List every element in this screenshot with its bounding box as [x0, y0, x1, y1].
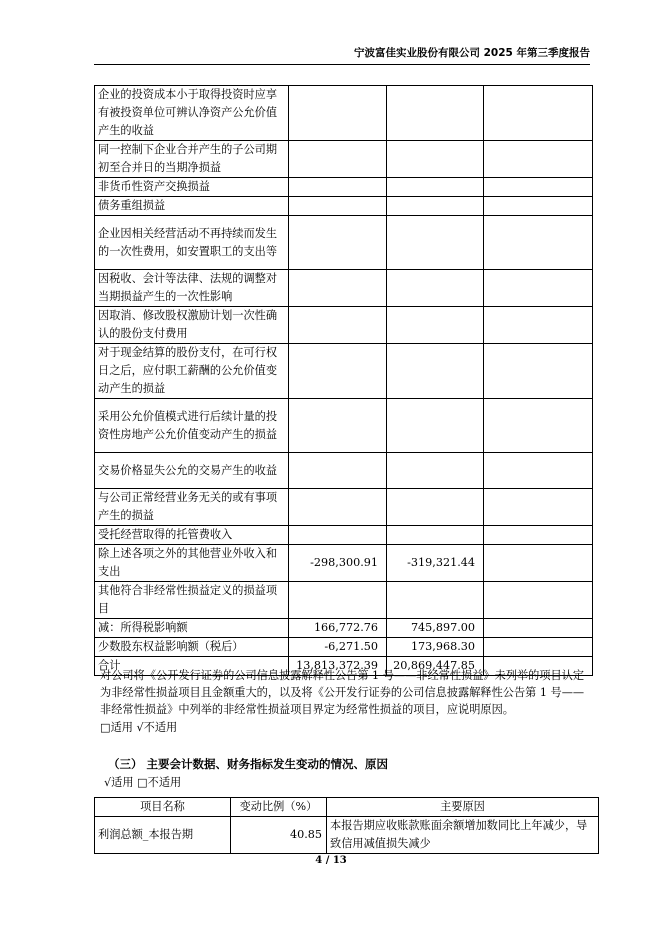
ytd-amount-cell — [387, 489, 484, 526]
current-period-amount-cell — [289, 582, 387, 619]
remark-cell — [484, 545, 593, 582]
current-period-amount-cell — [289, 216, 387, 270]
item-label-cell: 企业因相关经营活动不再持续而发生的一次性费用，如安置职工的支出等 — [95, 216, 289, 270]
header-change-ratio: 变动比例（%） — [231, 798, 327, 817]
table-row — [95, 545, 593, 582]
item-label-cell: 除上述各项之外的其他营业外收入和支出 — [95, 545, 289, 582]
table-row — [95, 453, 593, 489]
current-period-amount-cell — [289, 526, 387, 545]
item-label-cell: 少数股东权益影响额（税后） — [95, 638, 289, 657]
indicator-change-table — [94, 797, 599, 854]
table-row — [95, 619, 593, 638]
current-period-amount-cell — [289, 178, 387, 197]
remark-cell — [484, 270, 593, 307]
current-period-amount-cell: -298,300.91 — [289, 545, 387, 582]
table-row — [95, 141, 593, 178]
table-row — [95, 582, 593, 619]
remark-cell — [484, 399, 593, 453]
current-period-amount-cell: -6,271.50 — [289, 638, 387, 657]
item-label-cell: 非货币性资产交换损益 — [95, 178, 289, 197]
ytd-amount-cell: 20,869,447.85 — [387, 657, 484, 676]
ytd-amount-cell — [387, 344, 484, 399]
current-period-amount-cell: 166,772.76 — [289, 619, 387, 638]
current-period-amount-cell — [289, 399, 387, 453]
current-period-amount-cell — [289, 489, 387, 526]
remark-cell — [484, 344, 593, 399]
non-recurring-gains-table — [94, 85, 593, 676]
ytd-amount-cell — [387, 178, 484, 197]
table-row — [95, 399, 593, 453]
remark-cell — [484, 582, 593, 619]
page-header: 宁波富佳实业股份有限公司 2025 年第三季度报告 — [94, 45, 590, 65]
remark-cell — [484, 307, 593, 344]
remark-cell — [484, 141, 593, 178]
item-label-cell: 合计 — [95, 657, 289, 676]
item-label-cell: 受托经营取得的托管费收入 — [95, 526, 289, 545]
ytd-amount-cell — [387, 582, 484, 619]
table-header-row — [95, 798, 599, 817]
item-label-cell: 与公司正常经营业务无关的或有事项产生的损益 — [95, 489, 289, 526]
remark-cell — [484, 216, 593, 270]
remark-cell — [484, 619, 593, 638]
ytd-amount-cell: 745,897.00 — [387, 619, 484, 638]
current-period-amount-cell — [289, 344, 387, 399]
table-row — [95, 216, 593, 270]
header-item-name: 项目名称 — [95, 798, 231, 817]
remark-cell — [484, 489, 593, 526]
header-main-reason: 主要原因 — [327, 798, 599, 817]
current-period-amount-cell — [289, 270, 387, 307]
current-period-amount-cell — [289, 197, 387, 216]
remark-cell — [484, 86, 593, 141]
current-period-amount-cell — [289, 86, 387, 141]
table-row — [95, 307, 593, 344]
item-label-cell: 因税收、会计等法律、法规的调整对当期损益产生的一次性影响 — [95, 270, 289, 307]
table-row — [95, 638, 593, 657]
section-title: （三） 主要会计数据、财务指标发生变动的情况、原因 — [108, 757, 389, 771]
explanation-note: 对公司将《公开发行证券的公司信息披露解释性公告第 1 号——非经常性损益》未列举的项目认定为非经常性损益项目且金额重大的，以及将《公开发行证券的公司信息披露解释性公告第 1 号——非经常性损益》中列举的非经常性损益项目界定为经常性损益的项目，应说明原因。 — [100, 669, 585, 716]
remark-cell — [484, 526, 593, 545]
item-name-cell: 利润总额_本报告期 — [95, 817, 231, 854]
item-label-cell: 其他符合非经常性损益定义的损益项目 — [95, 582, 289, 619]
table-row — [95, 270, 593, 307]
ytd-amount-cell — [387, 399, 484, 453]
item-label-cell: 债务重组损益 — [95, 197, 289, 216]
current-period-amount-cell — [289, 141, 387, 178]
table-row — [95, 86, 593, 141]
ytd-amount-cell — [387, 141, 484, 178]
remark-cell — [484, 638, 593, 657]
ytd-amount-cell: 173,968.30 — [387, 638, 484, 657]
ytd-amount-cell: -319,321.44 — [387, 545, 484, 582]
current-period-amount-cell: 13,813,372.39 — [289, 657, 387, 676]
item-label-cell: 企业的投资成本小于取得投资时应享有被投资单位可辨认净资产公允价值产生的收益 — [95, 86, 289, 141]
table-row — [95, 526, 593, 545]
item-label-cell: 采用公允价值模式进行后续计量的投资性房地产公允价值变动产生的损益 — [95, 399, 289, 453]
item-label-cell: 减：所得税影响额 — [95, 619, 289, 638]
current-period-amount-cell — [289, 453, 387, 489]
current-period-amount-cell — [289, 307, 387, 344]
remark-cell — [484, 178, 593, 197]
item-label-cell: 因取消、修改股权激励计划一次性确认的股份支付费用 — [95, 307, 289, 344]
table-row — [95, 344, 593, 399]
table-row — [95, 197, 593, 216]
section-applicability-options: √适用 □不适用 — [104, 776, 182, 789]
page-number: 4 / 13 — [315, 855, 347, 866]
remark-cell — [484, 197, 593, 216]
ytd-amount-cell — [387, 453, 484, 489]
ytd-amount-cell — [387, 307, 484, 344]
remark-cell — [484, 453, 593, 489]
change-ratio-cell: 40.85 — [231, 817, 327, 854]
ytd-amount-cell — [387, 526, 484, 545]
ytd-amount-cell — [387, 216, 484, 270]
item-label-cell: 同一控制下企业合并产生的子公司期初至合并日的当期净损益 — [95, 141, 289, 178]
table-row — [95, 178, 593, 197]
ytd-amount-cell — [387, 270, 484, 307]
item-label-cell: 对于现金结算的股份支付，在可行权日之后，应付职工薪酬的公允价值变动产生的损益 — [95, 344, 289, 399]
ytd-amount-cell — [387, 86, 484, 141]
ytd-amount-cell — [387, 197, 484, 216]
applicability-options: □适用 √不适用 — [100, 721, 178, 734]
item-label-cell: 交易价格显失公允的交易产生的收益 — [95, 453, 289, 489]
main-reason-cell: 本报告期应收账款账面余额增加数同比上年减少，导致信用减值损失减少 — [327, 817, 599, 854]
table-row — [95, 489, 593, 526]
table-row — [95, 817, 599, 854]
